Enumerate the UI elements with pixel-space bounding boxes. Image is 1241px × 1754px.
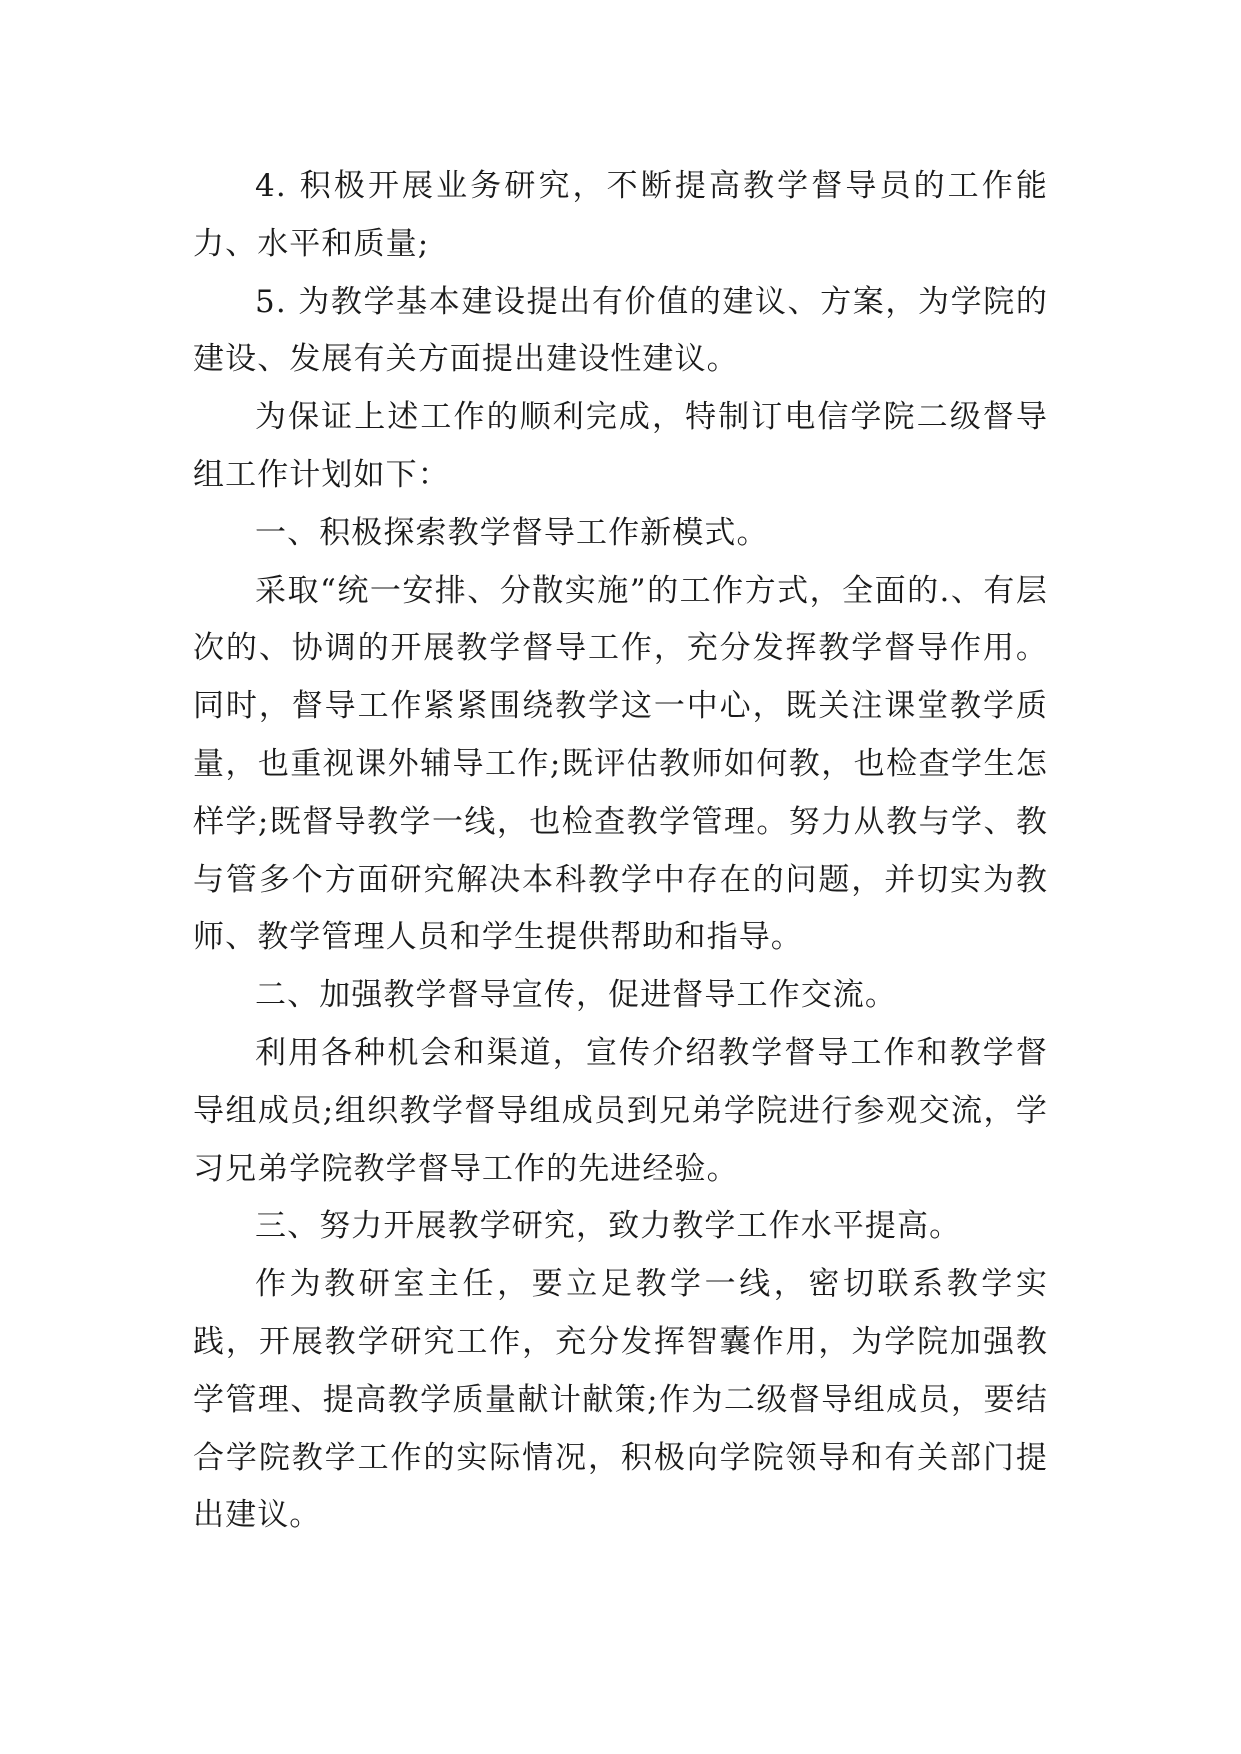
paragraph-item-5: 5. 为教学基本建设提出有价值的建议、方案，为学院的建设、发展有关方面提出建设性建议。 [193, 283, 1048, 378]
section-body-3: 作为教研室主任，要立足教学一线，密切联系教学实践，开展教学研究工作，充分发挥智囊作用，为学院加强教学管理、提高教学质量献计献策;作为二级督导组成员，要结合学院教学工作的实际情况，积极向学院领导和有关部门提出建议。 [193, 1266, 1048, 1534]
section-heading-3: 三、努力开展教学研究，致力教学工作水平提高。 [255, 1208, 962, 1245]
paragraph-item-4: 4. 积极开展业务研究，不断提高教学督导员的工作能力、水平和质量; [193, 168, 1048, 262]
section-heading-1: 一、积极探索教学督导工作新模式。 [255, 514, 769, 551]
section-heading-2: 二、加强教学督导宣传，促进督导工作交流。 [255, 977, 897, 1014]
section-body-1: 采取“统一安排、分散实施”的工作方式，全面的.、有层次的、协调的开展教学督导工作，充分发挥教学督导作用。同时，督导工作紧紧围绕教学这一中心，既关注课堂教学质量，也重视课外辅导工作;既评估教师如何教，也检查学生怎样学;既督导教学一线，也检查教学管理。努力从教与学、教与管多个方面研究解决本科教学中存在的问题，并切实为教师、教学管理人员和学生提供帮助和指导。 [193, 572, 1048, 956]
section-body-2: 利用各种机会和渠道，宣传介绍教学督导工作和教学督导组成员;组织教学督导组成员到兄弟学院进行参观交流，学习兄弟学院教学督导工作的先进经验。 [193, 1034, 1048, 1187]
paragraph-intro-plan: 为保证上述工作的顺利完成，特制订电信学院二级督导组工作计划如下： [193, 399, 1048, 493]
document-body [193, 158, 1048, 1545]
